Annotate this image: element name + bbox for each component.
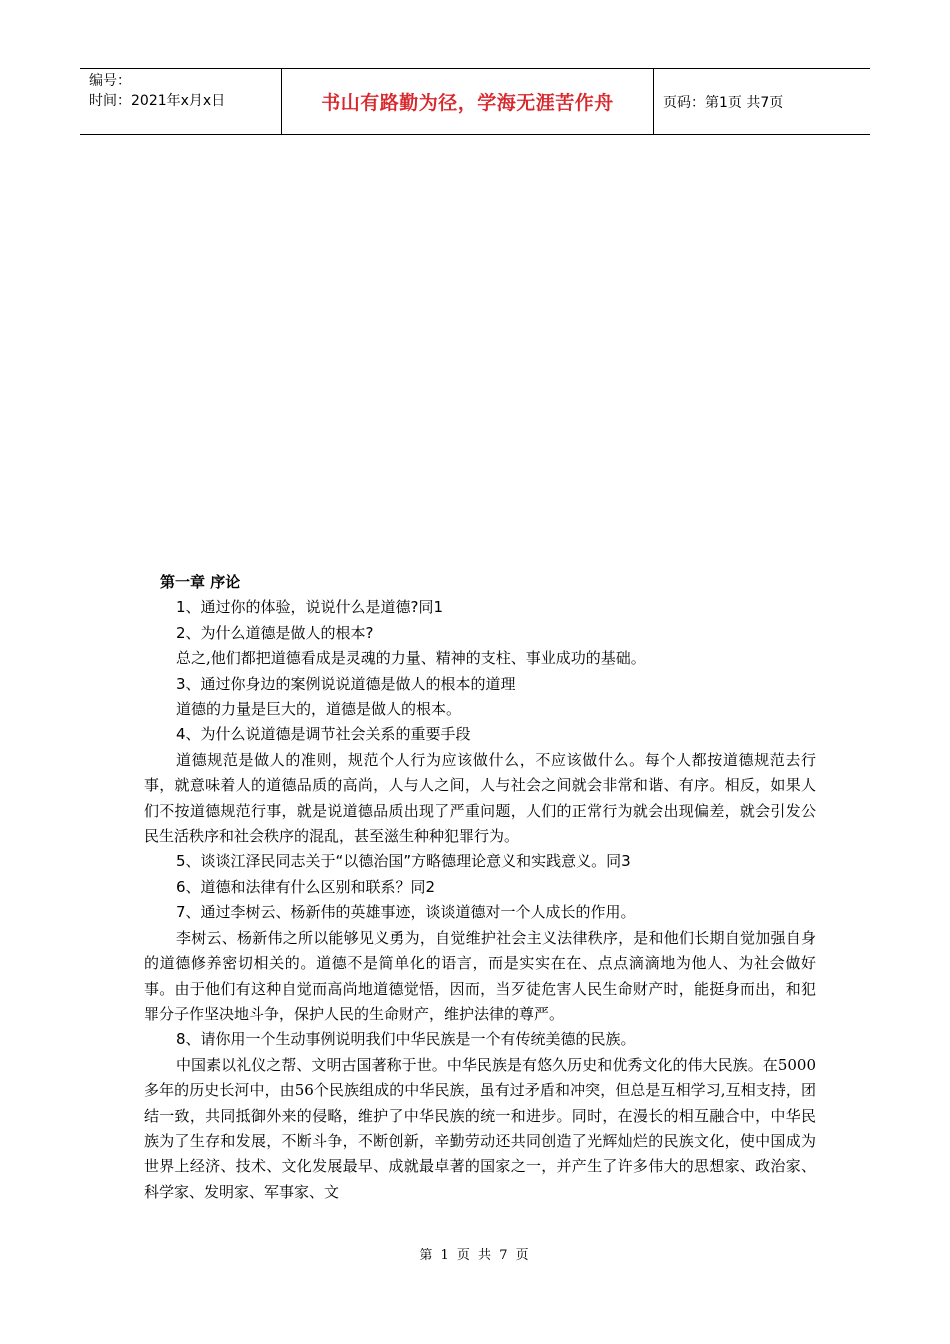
answer: 总之,他们都把道德看成是灵魂的力量、精神的支柱、事业成功的基础。: [176, 649, 646, 668]
header-page-number: 页码：第1页 共7页: [663, 94, 784, 111]
answer: 道德的力量是巨大的，道德是做人的根本。: [176, 700, 462, 719]
document-body: [144, 570, 816, 1205]
answer: 李树云、杨新伟之所以能够见义勇为，自觉维护社会主义法律秩序，是和他们长期自觉加强自身的道德修养密切相关的。道德不是简单化的语言，而是实实在在、点点滴滴地为他人、为社会做好事。由于他们有这种自觉而高尚地道德觉悟，因而，当歹徒危害人民生命财产时，能挺身而出，和犯罪分子作坚决地斗争，保护人民的生命财产，维护法律的尊严。: [144, 928, 816, 1023]
answer: 道德规范是做人的准则，规范个人行为应该做什么，不应该做什么。每个人都按道德规范去行事，就意味着人的道德品质的高尚，人与人之间，人与社会之间就会非常和谐、有序。相反，如果人们不按道德规范行事，就是说道德品质出现了严重问题，人们的正常行为就会出现偏差，就会引发公民生活秩序和社会秩序的混乱，甚至滋生种种犯罪行为。: [144, 750, 816, 846]
question: 1、通过你的体验，说说什么是道德?同1: [176, 598, 444, 617]
page-header: [80, 68, 870, 135]
answer: 中国素以礼仪之帮、文明古国著称于世。中华民族是有悠久历史和优秀文化的伟大民族。在5000多年的历史长河中，由56个民族组成的中华民族，虽有过矛盾和冲突，但总是互相学习,互相支持，团结一致，共同抵御外来的侵略，维护了中华民族的统一和进步。同时，在漫长的相互融合中，中华民族为了生存和发展，不断斗争，不断创新，辛勤劳动还共同创造了光辉灿烂的民族文化，使中国成为世界上经济、技术、文化发展最早、成就最卓著的国家之一，并产生了许多伟大的思想家、政治家、科学家、发明家、军事家、文: [144, 1055, 816, 1201]
header-meta: [80, 69, 282, 134]
question: 2、为什么道德是做人的根本?: [176, 623, 374, 642]
question: 5、谈谈江泽民同志关于“以德治国”方略德理论意义和实践意义。同3: [176, 852, 631, 871]
chapter-title: 第一章 序论: [160, 573, 241, 591]
page-footer: 第 1 页 共 7 页: [419, 1248, 531, 1263]
question: 3、通过你身边的案例说说道德是做人的根本的道理: [176, 674, 516, 693]
date-label: 时间：2021年x月x日: [89, 93, 226, 109]
header-motto: 书山有路勤为径，学海无涯苦作舟: [282, 69, 654, 134]
question: 7、通过李树云、杨新伟的英雄事迹，谈谈道德对一个人成长的作用。: [176, 903, 636, 922]
question: 6、道德和法律有什么区别和联系？同2: [176, 877, 436, 896]
code-label: 编号：: [89, 73, 131, 89]
question: 4、为什么说道德是调节社会关系的重要手段: [176, 725, 471, 744]
question: 8、请你用一个生动事例说明我们中华民族是一个有传统美德的民族。: [176, 1030, 636, 1049]
